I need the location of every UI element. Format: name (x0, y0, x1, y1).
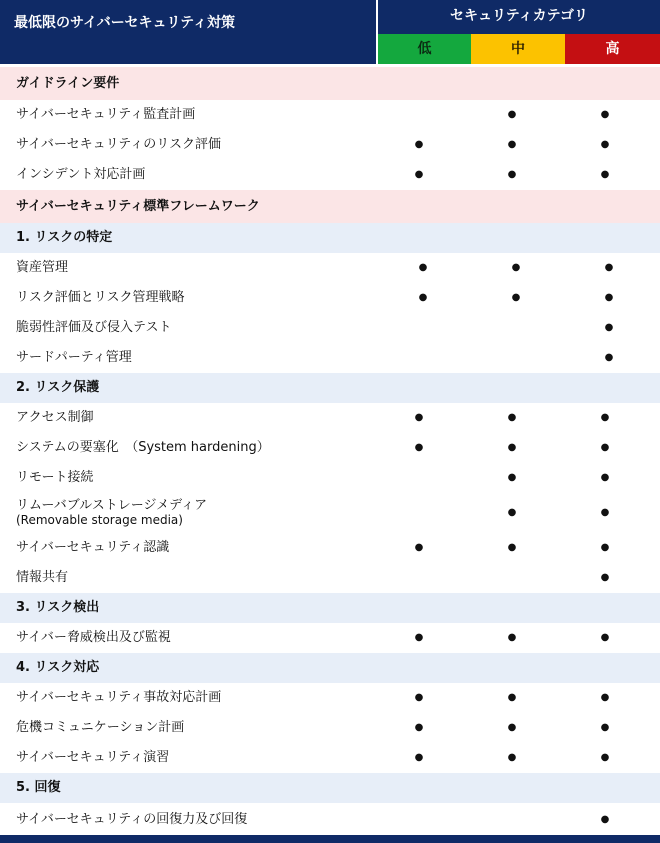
bottom-bar (0, 835, 660, 843)
row-label: サイバーセキュリティの回復力及び回復 (16, 812, 248, 827)
table-row (0, 623, 660, 653)
table-row (0, 433, 660, 463)
mark-high-icon: ● (600, 814, 610, 825)
table-row (0, 100, 660, 130)
mark-low-icon: ● (414, 169, 424, 180)
mark-mid-icon: ● (507, 169, 517, 180)
mark-high-icon: ● (604, 292, 614, 303)
table-row (0, 253, 660, 283)
row-label: アクセス制御 (16, 410, 94, 425)
mark-mid-icon: ● (507, 139, 517, 150)
row-label: サイバーセキュリティ監査計画 (16, 107, 196, 122)
table-row (0, 160, 660, 190)
row-label-main: リムーバブルストレージメディア (16, 498, 208, 513)
security-category-header: セキュリティカテゴリ (449, 8, 589, 24)
mark-mid-icon: ● (507, 442, 517, 453)
mark-high-icon: ● (600, 507, 610, 518)
table-row (0, 403, 660, 433)
row-label: リモート接続 (16, 470, 94, 485)
mark-low-icon: ● (418, 262, 428, 273)
section-label: 3. リスク検出 (16, 600, 100, 615)
mark-low-icon: ● (414, 412, 424, 423)
row-label: 脆弱性評価及び侵入テスト (16, 320, 172, 335)
mark-high-icon: ● (600, 572, 610, 583)
row-label: サイバー脅威検出及び監視 (16, 630, 171, 645)
mark-mid-icon: ● (507, 109, 517, 120)
row-label: サイバーセキュリティ認識 (16, 540, 170, 555)
row-label: 情報共有 (16, 570, 69, 585)
section-row (0, 593, 660, 623)
section-label: 2. リスク保護 (16, 380, 100, 395)
row-label: リスク評価とリスク管理戦略 (16, 290, 185, 305)
mark-high-icon: ● (600, 752, 610, 763)
row-label: サイバーセキュリティ事故対応計画 (16, 690, 222, 705)
mark-high-icon: ● (600, 442, 610, 453)
mark-high-icon: ● (600, 542, 610, 553)
level-low-header: 低 (378, 34, 471, 64)
section-label: 4. リスク対応 (16, 660, 100, 675)
row-label (16, 498, 207, 528)
mark-mid-icon: ● (507, 722, 517, 733)
mark-low-icon: ● (414, 692, 424, 703)
level-mid-header: 中 (471, 34, 565, 64)
mark-high-icon: ● (604, 262, 614, 273)
mark-high-icon: ● (600, 412, 610, 423)
table-row (0, 130, 660, 160)
mark-high-icon: ● (600, 722, 610, 733)
table-row (0, 713, 660, 743)
table-row (0, 283, 660, 313)
mark-low-icon: ● (414, 442, 424, 453)
mark-high-icon: ● (600, 169, 610, 180)
mark-mid-icon: ● (507, 412, 517, 423)
mark-low-icon: ● (414, 722, 424, 733)
row-label: 資産管理 (16, 260, 69, 275)
table-row (0, 463, 660, 493)
table-header (0, 0, 660, 64)
section-label: ガイドライン要件 (16, 76, 120, 91)
table-row (0, 533, 660, 563)
section-label: サイバーセキュリティ標準フレームワーク (16, 199, 260, 214)
section-label: 5. 回復 (16, 780, 61, 795)
mark-high-icon: ● (600, 632, 610, 643)
section-row (0, 223, 660, 253)
row-label-sub: (Removable storage media) (16, 513, 183, 527)
row-label: インシデント対応計画 (16, 167, 146, 182)
table-row (0, 493, 660, 533)
mark-mid-icon: ● (511, 292, 521, 303)
table-row (0, 563, 660, 593)
table-title: 最低限のサイバーセキュリティ対策 (14, 15, 236, 31)
mark-mid-icon: ● (507, 632, 517, 643)
mark-low-icon: ● (418, 292, 428, 303)
mark-high-icon: ● (600, 472, 610, 483)
level-high-header: 高 (565, 34, 660, 64)
row-label: 危機コミュニケーション計画 (16, 720, 185, 735)
mark-mid-icon: ● (511, 262, 521, 273)
mark-mid-icon: ● (507, 472, 517, 483)
mark-high-icon: ● (600, 692, 610, 703)
section-row (0, 653, 660, 683)
section-row (0, 373, 660, 403)
mark-high-icon: ● (604, 322, 614, 333)
row-label: システムの要塞化 （System hardening） (16, 440, 270, 455)
table-row (0, 313, 660, 343)
mark-low-icon: ● (414, 139, 424, 150)
mark-low-icon: ● (414, 542, 424, 553)
mark-low-icon: ● (414, 632, 424, 643)
table-row (0, 683, 660, 713)
row-label: サイバーセキュリティ演習 (16, 750, 170, 765)
mark-high-icon: ● (604, 352, 614, 363)
row-label: サードパーティ管理 (16, 350, 132, 365)
section-row (0, 190, 660, 223)
mark-mid-icon: ● (507, 692, 517, 703)
section-row (0, 773, 660, 803)
table-row (0, 743, 660, 773)
section-label: 1. リスクの特定 (16, 230, 113, 245)
mark-high-icon: ● (600, 109, 610, 120)
section-row (0, 67, 660, 100)
table-row (0, 803, 660, 837)
table-row (0, 343, 660, 373)
mark-mid-icon: ● (507, 752, 517, 763)
row-label: サイバーセキュリティのリスク評価 (16, 137, 222, 152)
mark-low-icon: ● (414, 752, 424, 763)
mark-mid-icon: ● (507, 542, 517, 553)
mark-high-icon: ● (600, 139, 610, 150)
mark-mid-icon: ● (507, 507, 517, 518)
